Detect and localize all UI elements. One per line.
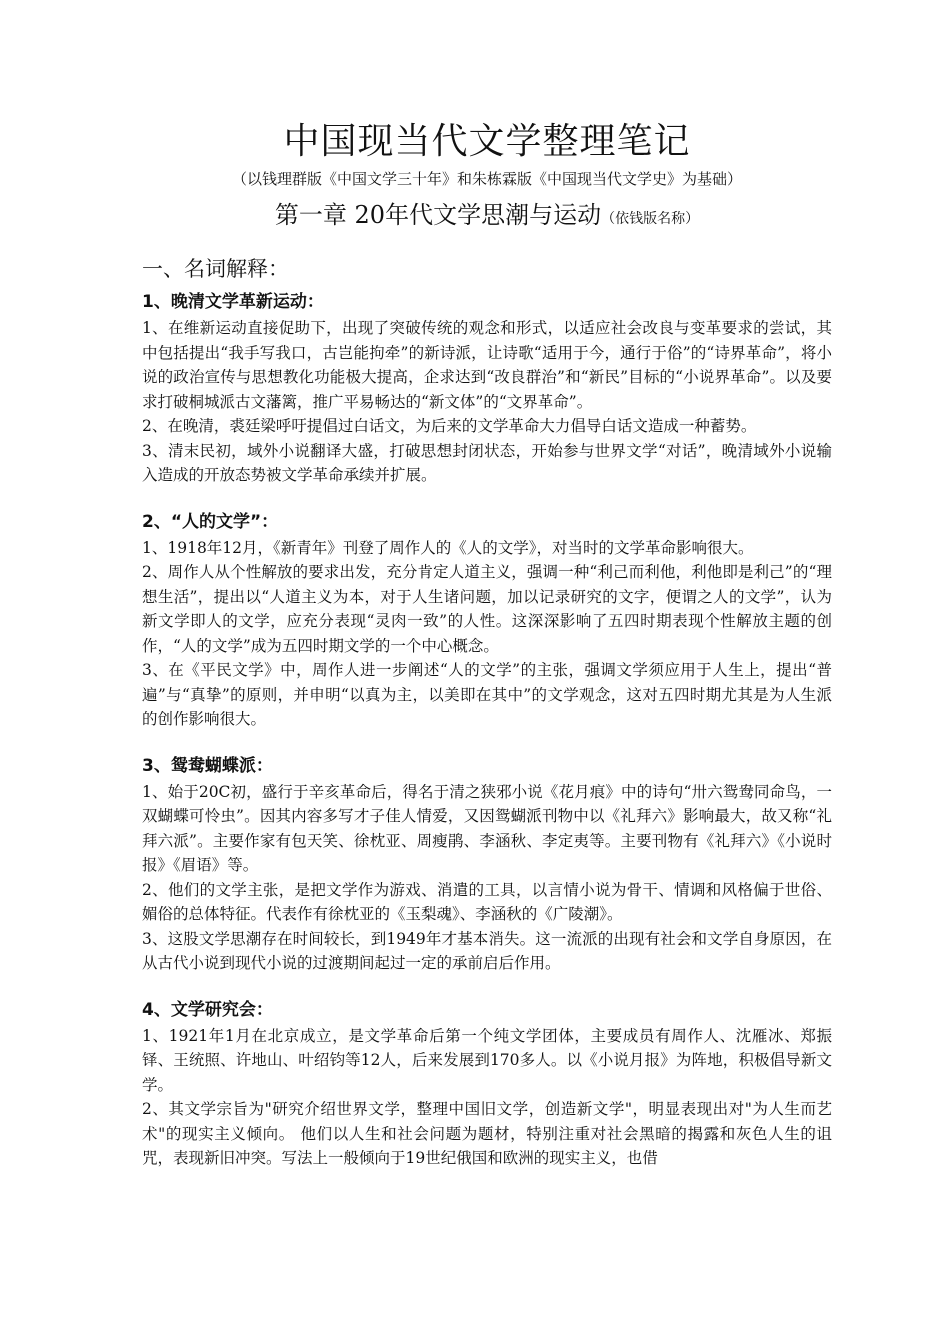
part-heading: 一、名词解释： xyxy=(142,257,289,281)
section-paragraph: 3、在《平民文学》中，周作人进一步阐述“人的文学”的主张，强调文学须应用于人生上，提出“普遍”与“真挚”的原则，并申明“以真为主，以美即在其中”的文学观念，这对五四时期尤其是为人生派的创作影响很大。 xyxy=(142,661,832,728)
section-heading: 4、文学研究会： xyxy=(142,999,273,1020)
section-heading: 2、“人的文学”： xyxy=(142,511,279,532)
section-paragraph: 1、1921年1月在北京成立，是文学革命后第一个纯文学团体，主要成员有周作人、沈雁冰、郑振铎、王统照、许地山、叶绍钧等12人，后来发展到170多人。以《小说月报》为阵地，积极倡导新文学。 xyxy=(142,1026,832,1094)
section-paragraph: 1、1918年12月，《新青年》刊登了周作人的《人的文学》，对当时的文学革命影响很大。 xyxy=(142,538,754,557)
section-paragraph: 2、在晚清，裘廷梁呼吁提倡过白话文，为后来的文学革命大力倡导白话文造成一种蓄势。 xyxy=(142,417,757,435)
section-heading: 1、晚清文学革新运动： xyxy=(142,292,324,312)
section-2 xyxy=(142,510,832,732)
document-title: 中国现当代文学整理笔记 xyxy=(283,121,691,162)
chapter-title xyxy=(142,198,832,236)
chapter-note: （依钱版名称） xyxy=(601,211,700,227)
section-paragraph: 2、周作人从个性解放的要求出发，充分肯定人道主义，强调一种“利己而利他，利他即是利己”的“理想生活”，提出以“人道主义为本，对于人生诸问题，加以记录研究的文字，便谓之人的文学”，认为新文学即人的文学，应充分表现“灵肉一致”的人性。这深深影响了五四时期表现个性解放主题的创作，“人的文学”成为五四时期文学的一个中心概念。 xyxy=(142,563,832,655)
section-3 xyxy=(142,754,832,976)
sections-container xyxy=(142,290,832,1171)
section-paragraph: 2、他们的文学主张，是把文学作为游戏、消遣的工具，以言情小说为骨干、情调和风格偏于世俗、媚俗的总体特征。代表作有徐枕亚的《玉梨魂》、李涵秋的《广陵潮》。 xyxy=(142,880,832,923)
section-4 xyxy=(142,998,832,1171)
section-paragraph: 3、这股文学思潮存在时间较长，到1949年才基本消失。这一流派的出现有社会和文学自身原因，在从古代小说到现代小说的过渡期间起过一定的承前启后作用。 xyxy=(142,929,832,972)
document-subtitle: （以钱理群版《中国文学三十年》和朱栋霖版《中国现当代文学史》为基础） xyxy=(231,170,742,188)
section-paragraph: 2、其文学宗旨为"研究介绍世界文学，整理中国旧文学，创造新文学"，明显表现出对"为人生而艺术"的现实主义倾向。 他们以人生和社会问题为题材，特别注重对社会黑暗的揭露和灰色人生的诅咒，表现新旧冲突。写法上一般倾向于19世纪俄国和欧洲的现实主义，也借 xyxy=(142,1100,832,1167)
section-paragraph: 3、清末民初，域外小说翻译大盛，打破思想封闭状态，开始参与世界文学“对话”，晚清域外小说输入造成的开放态势被文学革命承续并扩展。 xyxy=(142,441,832,484)
section-heading: 3、鸳鸯蝴蝶派： xyxy=(142,755,273,776)
section-paragraph: 1、在维新运动直接促助下，出现了突破传统的观念和形式，以适应社会改良与变革要求的尝试，其中包括提出“我手写我口，古岂能拘牵”的新诗派，让诗歌“适用于今，通行于俗”的“诗界革命”，将小说的政治宣传与思想教化功能极大提高，企求达到“改良群治”和“新民”目标的“小说界革命”。以及要求打破桐城派古文藩篱，推广平易畅达的“新文体”的“文界革命”。 xyxy=(142,319,832,411)
chapter-title-text: 第一章 20年代文学思潮与运动 xyxy=(274,201,602,229)
section-paragraph: 1、始于20C初，盛行于辛亥革命后，得名于清之狭邪小说《花月痕》中的诗句“卅六鸳鸯同命鸟，一双蝴蝶可怜虫”。因其内容多写才子佳人情爱，又因鸳蝴派刊物中以《礼拜六》影响最大，故又称“礼拜六派”。主要作家有包天笑、徐枕亚、周瘦鹃、李涵秋、李定夷等。主要刊物有《礼拜六》《小说时报》《眉语》等。 xyxy=(142,782,832,874)
section-1 xyxy=(142,290,832,488)
